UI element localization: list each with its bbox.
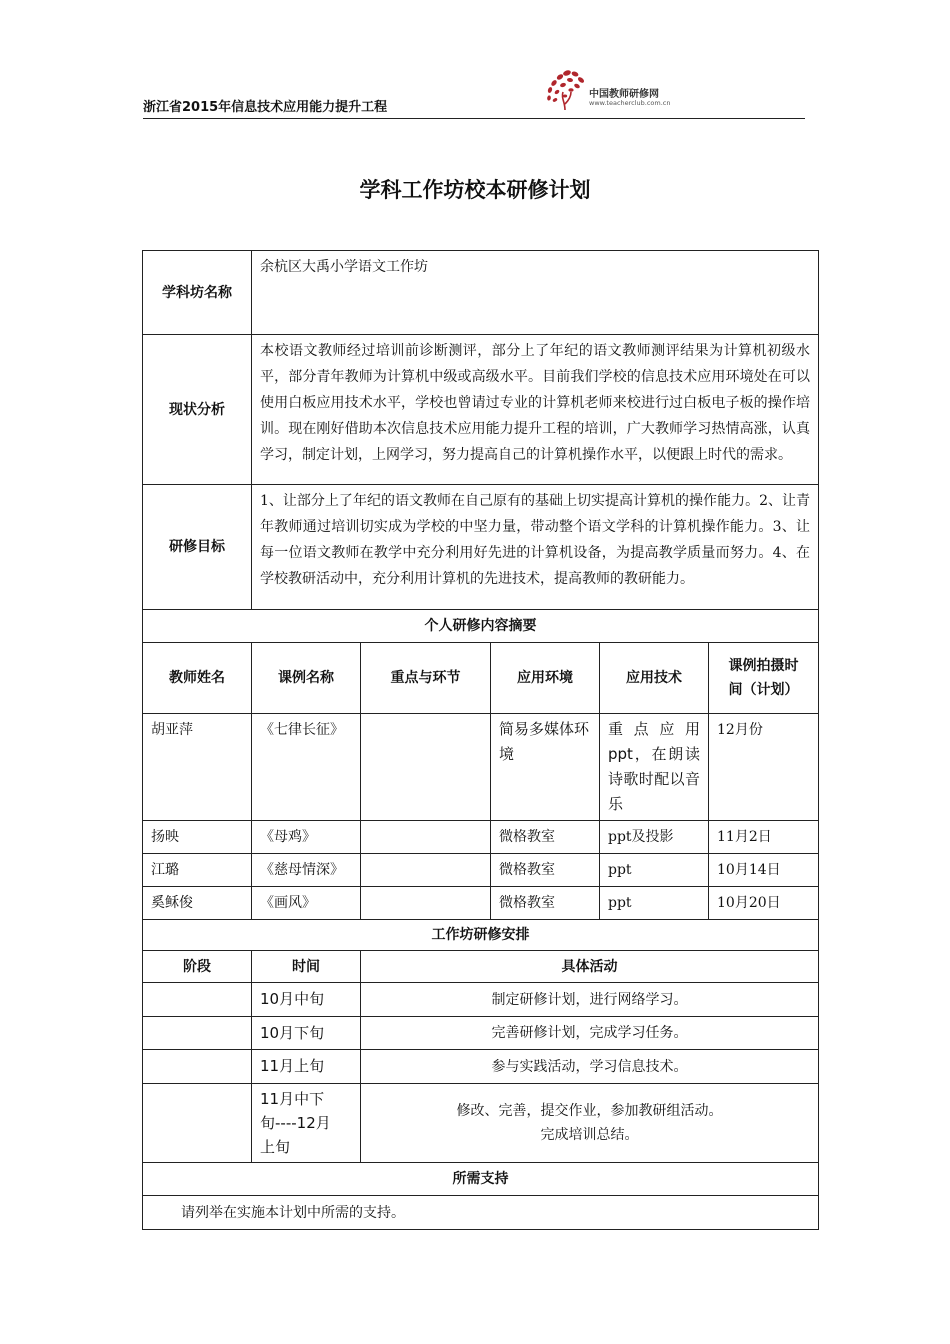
status-label: 现状分析: [143, 335, 252, 485]
row-personal-section: [143, 610, 819, 643]
header-shoot-time-line1: 课例拍摄时: [728, 658, 799, 674]
personal-header-row: [143, 643, 819, 714]
table-row: [143, 714, 819, 821]
schedule-stage: [143, 1084, 252, 1163]
support-text: 请列举在实施本计划中所需的支持。: [143, 1196, 819, 1230]
schedule-time: 10月下旬: [252, 1017, 361, 1050]
schedule-activity: 参与实践活动，学习信息技术。: [361, 1050, 819, 1084]
status-value: 本校语文教师经过培训前诊断测评，部分上了年纪的语文教师测评结果为计算机初级水平，部分青年教师为计算机中级或高级水平。目前我们学校的信息技术应用环境处在可以使用白板应用技术水平，学校也曾请过专业的计算机老师来校进行过白板电子板的操作培训。现在刚好借助本次信息技术应用能力提升工程的培训，广大教师学习热情高涨，认真学习，制定计划，上网学习，努力提高自己的计算机操作水平，以便跟上时代的需求。: [252, 335, 819, 485]
workshop-name-value: 余杭区大禹小学语文工作坊: [252, 251, 819, 335]
table-row: [143, 887, 819, 920]
lesson-name: 《画风》: [252, 887, 361, 920]
lesson-focus: [361, 714, 491, 821]
lesson-technology: ppt: [600, 854, 709, 887]
header-stage: 阶段: [143, 951, 252, 983]
list-item: [143, 1017, 819, 1050]
schedule-header-row: [143, 951, 819, 983]
personal-section-title: 个人研修内容摘要: [143, 610, 819, 643]
row-status: [143, 335, 819, 485]
goal-label: 研修目标: [143, 485, 252, 610]
list-item: [143, 1084, 819, 1163]
schedule-time: 10月中旬: [252, 983, 361, 1017]
schedule-stage: [143, 983, 252, 1017]
logo-name: 中国教师研修网: [589, 89, 659, 100]
header-technology: 应用技术: [600, 643, 709, 714]
lesson-time: 11月2日: [709, 821, 819, 854]
header-environment: 应用环境: [491, 643, 600, 714]
header-time: 时间: [252, 951, 361, 983]
row-support-section: [143, 1163, 819, 1196]
teacher-name: 江璐: [143, 854, 252, 887]
schedule-section-title: 工作坊研修安排: [143, 920, 819, 951]
header-shoot-time: [709, 643, 819, 714]
teacher-name: 扬映: [143, 821, 252, 854]
table-row: [143, 821, 819, 854]
schedule-time-line3: 上旬: [260, 1138, 291, 1156]
page-title: 学科工作坊校本研修计划: [359, 178, 591, 202]
row-workshop-name: [143, 251, 819, 335]
header-project-title: 浙江省2015年信息技术应用能力提升工程: [143, 100, 388, 115]
plan-table: [142, 250, 819, 1230]
lesson-time: 10月14日: [709, 854, 819, 887]
lesson-environment: 微格教室: [491, 887, 600, 920]
teacher-name: 胡亚萍: [143, 714, 252, 821]
schedule-time-line2: 旬----12月: [260, 1114, 331, 1132]
schedule-activity: 完善研修计划，完成学习任务。: [361, 1017, 819, 1050]
schedule-activity: [361, 1084, 819, 1163]
header-teacher-name: 教师姓名: [143, 643, 252, 714]
lesson-technology: 重点应用ppt，在朗读诗歌时配以音乐: [600, 714, 709, 821]
lesson-time: 10月20日: [709, 887, 819, 920]
workshop-name-label: 学科坊名称: [143, 251, 252, 335]
teacher-name: 奚稣俊: [143, 887, 252, 920]
row-goal: [143, 485, 819, 610]
schedule-time: 11月上旬: [252, 1050, 361, 1084]
lesson-technology: ppt: [600, 887, 709, 920]
lesson-technology: ppt及投影: [600, 821, 709, 854]
header-activity: 具体活动: [361, 951, 819, 983]
schedule-stage: [143, 1050, 252, 1084]
lesson-name: 《慈母情深》: [252, 854, 361, 887]
logo-url: www.teacherclub.com.cn: [589, 99, 671, 107]
schedule-time-line1: 11月中下: [260, 1090, 325, 1108]
schedule-time: [252, 1084, 361, 1163]
lesson-focus: [361, 821, 491, 854]
schedule-activity: 制定研修计划，进行网络学习。: [361, 983, 819, 1017]
header-shoot-time-line2: 间（计划）: [728, 682, 799, 698]
list-item: [143, 1050, 819, 1084]
lesson-environment: 简易多媒体环境: [491, 714, 600, 821]
table-row: [143, 854, 819, 887]
list-item: [143, 983, 819, 1017]
header-focus: 重点与环节: [361, 643, 491, 714]
support-section-title: 所需支持: [143, 1163, 819, 1196]
schedule-activity-line1: 修改、完善，提交作业，参加教研组活动。: [456, 1103, 723, 1119]
row-schedule-section: [143, 920, 819, 951]
lesson-environment: 微格教室: [491, 821, 600, 854]
lesson-focus: [361, 887, 491, 920]
page-header: [143, 66, 805, 119]
logo-tree-icon: [541, 68, 587, 112]
schedule-activity-line2: 完成培训总结。: [540, 1127, 639, 1143]
lesson-name: 《母鸡》: [252, 821, 361, 854]
lesson-environment: 微格教室: [491, 854, 600, 887]
lesson-focus: [361, 854, 491, 887]
schedule-stage: [143, 1017, 252, 1050]
lesson-time: 12月份: [709, 714, 819, 821]
header-lesson-name: 课例名称: [252, 643, 361, 714]
teacherclub-logo: [541, 68, 681, 112]
row-support-text: [143, 1196, 819, 1230]
lesson-name: 《七律长征》: [252, 714, 361, 821]
goal-value: 1、让部分上了年纪的语文教师在自己原有的基础上切实提高计算机的操作能力。2、让青年教师通过培训切实成为学校的中坚力量，带动整个语文学科的计算机操作能力。3、让每一位语文教师在教学中充分利用好先进的计算机设备，为提高教学质量而努力。4、在学校教研活动中，充分利用计算机的先进技术，提高教师的教研能力。: [252, 485, 819, 610]
